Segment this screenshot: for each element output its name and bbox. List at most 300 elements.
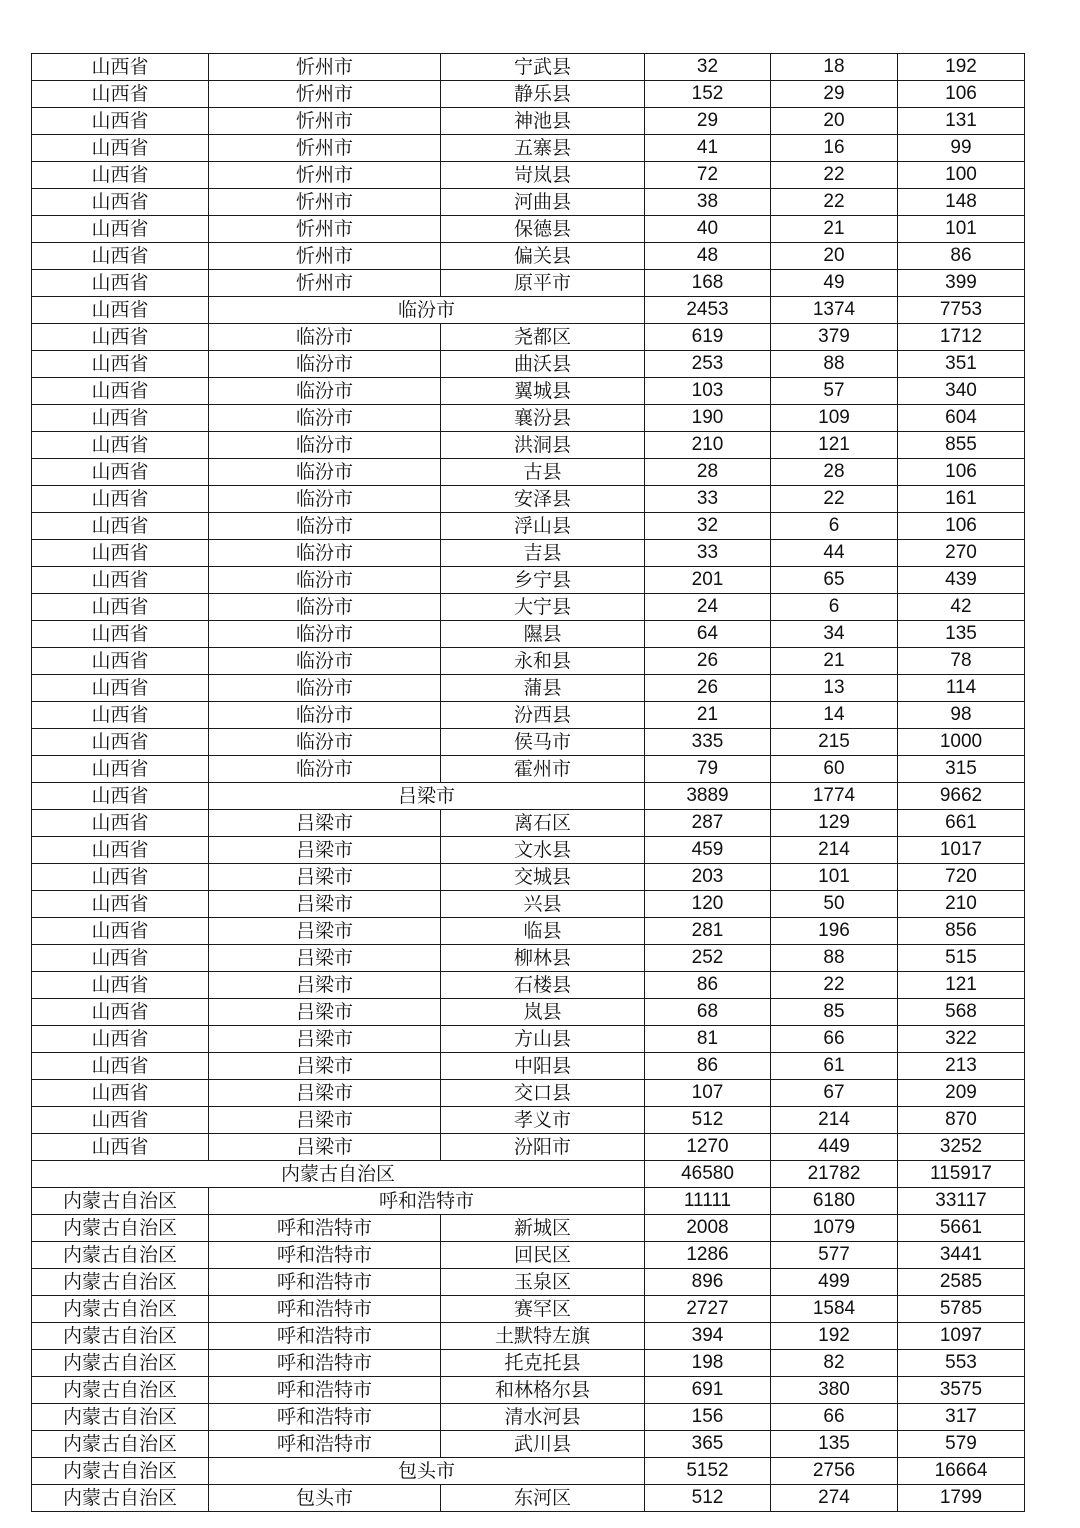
county-cell: 交口县 [441,1080,645,1107]
county-cell: 安泽县 [441,486,645,513]
value-cell-1: 281 [645,918,771,945]
value-cell-2: 28 [771,459,898,486]
province-cell: 山西省 [32,729,209,756]
value-cell-1: 24 [645,594,771,621]
county-cell: 原平市 [441,270,645,297]
value-cell-3: 553 [898,1350,1025,1377]
county-cell: 浮山县 [441,513,645,540]
province-cell: 山西省 [32,810,209,837]
city-cell: 临汾市 [209,378,441,405]
value-cell-2: 121 [771,432,898,459]
value-cell-1: 2453 [645,297,771,324]
value-cell-1: 168 [645,270,771,297]
value-cell-3: 604 [898,405,1025,432]
value-cell-2: 60 [771,756,898,783]
table-row [32,1026,1025,1053]
county-cell: 石楼县 [441,972,645,999]
table-row [32,918,1025,945]
value-cell-1: 201 [645,567,771,594]
county-cell: 乡宁县 [441,567,645,594]
table-row [32,1134,1025,1161]
county-cell: 武川县 [441,1431,645,1458]
province-total-row [32,1161,1025,1188]
value-cell-2: 14 [771,702,898,729]
province-cell: 山西省 [32,756,209,783]
county-cell: 尧都区 [441,324,645,351]
county-cell: 柳林县 [441,945,645,972]
city-cell: 临汾市 [209,756,441,783]
value-cell-3: 115917 [898,1161,1025,1188]
value-cell-2: 22 [771,162,898,189]
province-cell: 山西省 [32,189,209,216]
value-cell-1: 48 [645,243,771,270]
value-cell-3: 315 [898,756,1025,783]
city-cell: 临汾市 [209,540,441,567]
province-cell: 山西省 [32,1080,209,1107]
county-cell: 汾西县 [441,702,645,729]
table-row [32,837,1025,864]
province-cell: 内蒙古自治区 [32,1188,209,1215]
city-cell: 吕梁市 [209,999,441,1026]
value-cell-3: 16664 [898,1458,1025,1485]
value-cell-1: 86 [645,1053,771,1080]
county-cell: 隰县 [441,621,645,648]
county-cell: 静乐县 [441,81,645,108]
value-cell-2: 85 [771,999,898,1026]
value-cell-3: 270 [898,540,1025,567]
province-cell: 山西省 [32,1026,209,1053]
value-cell-2: 49 [771,270,898,297]
value-cell-1: 459 [645,837,771,864]
value-cell-3: 856 [898,918,1025,945]
city-cell: 临汾市 [209,648,441,675]
city-cell: 包头市 [209,1485,441,1512]
county-cell: 襄汾县 [441,405,645,432]
city-cell: 呼和浩特市 [209,1269,441,1296]
value-cell-1: 40 [645,216,771,243]
value-cell-3: 100 [898,162,1025,189]
province-cell: 山西省 [32,702,209,729]
county-cell: 赛罕区 [441,1296,645,1323]
province-cell: 山西省 [32,486,209,513]
county-cell: 曲沃县 [441,351,645,378]
city-cell: 临汾市 [209,702,441,729]
province-cell: 山西省 [32,432,209,459]
province-cell: 山西省 [32,1134,209,1161]
province-cell: 内蒙古自治区 [32,1458,209,1485]
table-row [32,432,1025,459]
county-cell: 中阳县 [441,1053,645,1080]
value-cell-3: 661 [898,810,1025,837]
province-cell: 内蒙古自治区 [32,1431,209,1458]
province-cell: 山西省 [32,621,209,648]
city-cell: 临汾市 [209,513,441,540]
city-cell: 忻州市 [209,108,441,135]
province-cell: 山西省 [32,837,209,864]
table-row [32,891,1025,918]
value-cell-3: 340 [898,378,1025,405]
city-cell: 忻州市 [209,243,441,270]
county-cell: 永和县 [441,648,645,675]
province-cell: 山西省 [32,81,209,108]
value-cell-2: 18 [771,54,898,81]
value-cell-1: 41 [645,135,771,162]
value-cell-2: 34 [771,621,898,648]
value-cell-2: 274 [771,1485,898,1512]
value-cell-3: 99 [898,135,1025,162]
province-cell: 山西省 [32,513,209,540]
province-cell: 内蒙古自治区 [32,1485,209,1512]
province-cell: 山西省 [32,459,209,486]
value-cell-3: 1799 [898,1485,1025,1512]
county-cell: 文水县 [441,837,645,864]
value-cell-2: 16 [771,135,898,162]
county-cell: 清水河县 [441,1404,645,1431]
table-row [32,1269,1025,1296]
county-cell: 五寨县 [441,135,645,162]
value-cell-1: 64 [645,621,771,648]
value-cell-2: 88 [771,945,898,972]
value-cell-3: 5785 [898,1296,1025,1323]
county-cell: 洪洞县 [441,432,645,459]
value-cell-1: 32 [645,513,771,540]
province-cell: 山西省 [32,1053,209,1080]
value-cell-3: 101 [898,216,1025,243]
table-row [32,648,1025,675]
value-cell-1: 11111 [645,1188,771,1215]
table-row [32,675,1025,702]
table-row [32,999,1025,1026]
table-row [32,756,1025,783]
city-cell: 吕梁市 [209,810,441,837]
county-cell: 土默特左旗 [441,1323,645,1350]
city-subtotal-row [32,783,1025,810]
county-cell: 和林格尔县 [441,1377,645,1404]
value-cell-3: 131 [898,108,1025,135]
value-cell-2: 57 [771,378,898,405]
city-cell: 忻州市 [209,81,441,108]
county-cell: 神池县 [441,108,645,135]
value-cell-2: 214 [771,1107,898,1134]
table-row [32,486,1025,513]
value-cell-3: 78 [898,648,1025,675]
value-cell-3: 855 [898,432,1025,459]
city-cell: 临汾市 [209,567,441,594]
value-cell-2: 380 [771,1377,898,1404]
province-cell: 山西省 [32,135,209,162]
data-table [31,53,1025,1512]
value-cell-1: 32 [645,54,771,81]
city-cell: 呼和浩特市 [209,1431,441,1458]
province-cell: 内蒙古自治区 [32,1161,645,1188]
table-row [32,81,1025,108]
province-cell: 山西省 [32,567,209,594]
table-row [32,405,1025,432]
table-row [32,729,1025,756]
value-cell-1: 394 [645,1323,771,1350]
value-cell-1: 287 [645,810,771,837]
value-cell-2: 1374 [771,297,898,324]
table-row [32,189,1025,216]
province-cell: 山西省 [32,243,209,270]
value-cell-1: 152 [645,81,771,108]
value-cell-1: 2008 [645,1215,771,1242]
table-row [32,1296,1025,1323]
county-cell: 回民区 [441,1242,645,1269]
value-cell-2: 20 [771,108,898,135]
province-cell: 内蒙古自治区 [32,1242,209,1269]
city-cell: 临汾市 [209,459,441,486]
value-cell-2: 192 [771,1323,898,1350]
value-cell-3: 7753 [898,297,1025,324]
value-cell-1: 3889 [645,783,771,810]
county-cell: 兴县 [441,891,645,918]
value-cell-2: 109 [771,405,898,432]
province-cell: 山西省 [32,162,209,189]
county-cell: 宁武县 [441,54,645,81]
province-cell: 山西省 [32,675,209,702]
value-cell-2: 1079 [771,1215,898,1242]
table-row [32,702,1025,729]
value-cell-3: 2585 [898,1269,1025,1296]
county-cell: 古县 [441,459,645,486]
value-cell-2: 88 [771,351,898,378]
value-cell-3: 317 [898,1404,1025,1431]
value-cell-2: 29 [771,81,898,108]
table-row [32,945,1025,972]
value-cell-1: 38 [645,189,771,216]
province-cell: 内蒙古自治区 [32,1296,209,1323]
province-cell: 山西省 [32,405,209,432]
value-cell-3: 1000 [898,729,1025,756]
table-row [32,270,1025,297]
value-cell-2: 214 [771,837,898,864]
value-cell-2: 6180 [771,1188,898,1215]
value-cell-1: 72 [645,162,771,189]
province-cell: 山西省 [32,864,209,891]
province-cell: 内蒙古自治区 [32,1404,209,1431]
value-cell-2: 215 [771,729,898,756]
province-cell: 山西省 [32,594,209,621]
value-cell-1: 29 [645,108,771,135]
value-cell-3: 3575 [898,1377,1025,1404]
value-cell-3: 98 [898,702,1025,729]
province-cell: 内蒙古自治区 [32,1350,209,1377]
value-cell-1: 21 [645,702,771,729]
province-cell: 内蒙古自治区 [32,1269,209,1296]
value-cell-1: 68 [645,999,771,1026]
value-cell-2: 1584 [771,1296,898,1323]
value-cell-1: 619 [645,324,771,351]
table-row [32,864,1025,891]
city-cell: 临汾市 [209,351,441,378]
value-cell-1: 198 [645,1350,771,1377]
table-row [32,216,1025,243]
value-cell-3: 210 [898,891,1025,918]
table-body [32,54,1025,1512]
table-row [32,324,1025,351]
city-subtotal-row [32,1188,1025,1215]
city-cell: 呼和浩特市 [209,1377,441,1404]
value-cell-1: 1286 [645,1242,771,1269]
value-cell-2: 22 [771,189,898,216]
city-cell: 呼和浩特市 [209,1404,441,1431]
table-row [32,513,1025,540]
table-row [32,567,1025,594]
value-cell-1: 512 [645,1485,771,1512]
county-cell: 方山县 [441,1026,645,1053]
value-cell-2: 101 [771,864,898,891]
city-cell: 临汾市 [209,405,441,432]
value-cell-1: 107 [645,1080,771,1107]
city-cell: 临汾市 [209,324,441,351]
value-cell-1: 26 [645,675,771,702]
value-cell-3: 33117 [898,1188,1025,1215]
province-cell: 山西省 [32,999,209,1026]
city-cell: 临汾市 [209,486,441,513]
value-cell-3: 322 [898,1026,1025,1053]
value-cell-3: 106 [898,459,1025,486]
city-cell: 忻州市 [209,135,441,162]
table-row [32,1323,1025,1350]
table-row [32,621,1025,648]
value-cell-1: 28 [645,459,771,486]
county-cell: 岚县 [441,999,645,1026]
city-cell: 呼和浩特市 [209,1323,441,1350]
county-cell: 大宁县 [441,594,645,621]
value-cell-2: 44 [771,540,898,567]
city-cell: 呼和浩特市 [209,1188,645,1215]
province-cell: 内蒙古自治区 [32,1377,209,1404]
province-cell: 山西省 [32,891,209,918]
value-cell-3: 213 [898,1053,1025,1080]
value-cell-1: 79 [645,756,771,783]
value-cell-2: 20 [771,243,898,270]
city-cell: 吕梁市 [209,918,441,945]
city-cell: 吕梁市 [209,972,441,999]
value-cell-3: 135 [898,621,1025,648]
table-row [32,1080,1025,1107]
value-cell-3: 5661 [898,1215,1025,1242]
table-row [32,1053,1025,1080]
table-row [32,810,1025,837]
table-row [32,594,1025,621]
county-cell: 吉县 [441,540,645,567]
county-cell: 汾阳市 [441,1134,645,1161]
province-cell: 山西省 [32,648,209,675]
value-cell-2: 577 [771,1242,898,1269]
value-cell-3: 121 [898,972,1025,999]
value-cell-2: 135 [771,1431,898,1458]
value-cell-2: 196 [771,918,898,945]
province-cell: 山西省 [32,378,209,405]
city-cell: 临汾市 [209,675,441,702]
city-cell: 吕梁市 [209,1134,441,1161]
province-cell: 山西省 [32,540,209,567]
value-cell-3: 42 [898,594,1025,621]
value-cell-3: 1017 [898,837,1025,864]
province-cell: 山西省 [32,1107,209,1134]
value-cell-2: 65 [771,567,898,594]
city-cell: 临汾市 [209,594,441,621]
county-cell: 蒲县 [441,675,645,702]
value-cell-3: 209 [898,1080,1025,1107]
province-cell: 山西省 [32,324,209,351]
table-row [32,1431,1025,1458]
value-cell-3: 720 [898,864,1025,891]
table-row [32,108,1025,135]
value-cell-2: 61 [771,1053,898,1080]
city-cell: 忻州市 [209,216,441,243]
table-row [32,351,1025,378]
value-cell-2: 6 [771,513,898,540]
table-row [32,135,1025,162]
value-cell-2: 2756 [771,1458,898,1485]
table-row [32,540,1025,567]
value-cell-2: 66 [771,1026,898,1053]
county-cell: 河曲县 [441,189,645,216]
city-cell: 忻州市 [209,162,441,189]
city-cell: 临汾市 [209,621,441,648]
value-cell-2: 1774 [771,783,898,810]
city-cell: 呼和浩特市 [209,1242,441,1269]
table-row [32,54,1025,81]
province-cell: 山西省 [32,108,209,135]
value-cell-3: 515 [898,945,1025,972]
city-cell: 呼和浩特市 [209,1215,441,1242]
value-cell-3: 106 [898,81,1025,108]
province-cell: 内蒙古自治区 [32,1323,209,1350]
value-cell-2: 129 [771,810,898,837]
province-cell: 山西省 [32,783,209,810]
value-cell-3: 351 [898,351,1025,378]
value-cell-1: 86 [645,972,771,999]
city-subtotal-row [32,1458,1025,1485]
value-cell-3: 579 [898,1431,1025,1458]
value-cell-2: 21 [771,216,898,243]
table-row [32,243,1025,270]
value-cell-3: 568 [898,999,1025,1026]
value-cell-3: 3252 [898,1134,1025,1161]
table-row [32,1242,1025,1269]
value-cell-1: 203 [645,864,771,891]
city-cell: 吕梁市 [209,891,441,918]
table-row [32,1107,1025,1134]
value-cell-1: 156 [645,1404,771,1431]
province-cell: 山西省 [32,270,209,297]
city-cell: 吕梁市 [209,783,645,810]
value-cell-3: 114 [898,675,1025,702]
value-cell-2: 499 [771,1269,898,1296]
city-cell: 吕梁市 [209,837,441,864]
county-cell: 孝义市 [441,1107,645,1134]
value-cell-1: 2727 [645,1296,771,1323]
city-cell: 呼和浩特市 [209,1350,441,1377]
city-cell: 吕梁市 [209,1080,441,1107]
province-cell: 山西省 [32,54,209,81]
value-cell-1: 210 [645,432,771,459]
table-row [32,378,1025,405]
city-cell: 吕梁市 [209,1107,441,1134]
city-cell: 临汾市 [209,432,441,459]
city-cell: 吕梁市 [209,1053,441,1080]
province-cell: 山西省 [32,216,209,243]
value-cell-1: 335 [645,729,771,756]
county-cell: 霍州市 [441,756,645,783]
city-cell: 忻州市 [209,189,441,216]
value-cell-3: 399 [898,270,1025,297]
value-cell-3: 161 [898,486,1025,513]
